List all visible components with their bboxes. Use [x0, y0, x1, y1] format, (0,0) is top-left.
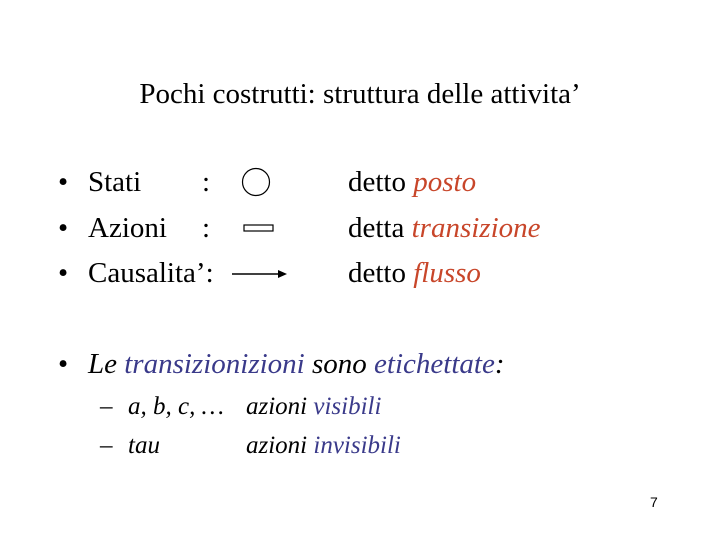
description-term: flusso	[413, 257, 481, 289]
bullet-marker: •	[58, 212, 69, 244]
text-colon: :	[494, 348, 505, 380]
text-etichettate: etichettate	[374, 348, 495, 380]
sub-item-right-colored: visibili	[313, 393, 382, 420]
description-term: posto	[413, 166, 477, 198]
sub-item-left: tau	[128, 432, 160, 459]
bullet-marker: •	[58, 166, 69, 198]
circle-icon	[240, 166, 272, 198]
slide-title: Pochi costrutti: struttura delle attivita’	[139, 78, 581, 110]
arrow-icon	[232, 268, 288, 280]
sub-item-right-colored: invisibili	[313, 432, 401, 459]
bullet-description	[348, 253, 481, 293]
sub-item-right	[246, 432, 401, 460]
sub-item-right-plain: azioni	[246, 432, 308, 459]
page-number: 7	[650, 494, 658, 510]
bullet-colon: :	[202, 166, 211, 198]
description-plain: detto	[348, 257, 406, 289]
bullet-term: Azioni	[88, 212, 167, 244]
sub-item-left: a, b, c, …	[128, 393, 224, 420]
text-sono: sono	[312, 348, 367, 380]
description-plain: detto	[348, 166, 406, 198]
bullet-description	[348, 162, 476, 202]
description-term: transizione	[411, 212, 541, 244]
bullet-marker: •	[58, 348, 69, 380]
sub-item-right	[246, 393, 381, 421]
sub-item-dash: –	[100, 432, 113, 459]
bullet-term: Causalita’:	[88, 257, 214, 289]
sub-item-right-plain: azioni	[246, 393, 308, 420]
bar-icon	[243, 224, 275, 234]
text-le: Le	[88, 348, 117, 380]
bullet-text	[88, 344, 505, 384]
description-plain: detta	[348, 212, 405, 244]
bullet-term: Stati	[88, 166, 142, 198]
bullet-description	[348, 208, 541, 248]
sub-item-dash: –	[100, 393, 113, 420]
bullet-colon: :	[202, 212, 211, 244]
bullet-marker: •	[58, 257, 69, 289]
text-transizioni: transizionizioni	[124, 348, 305, 380]
